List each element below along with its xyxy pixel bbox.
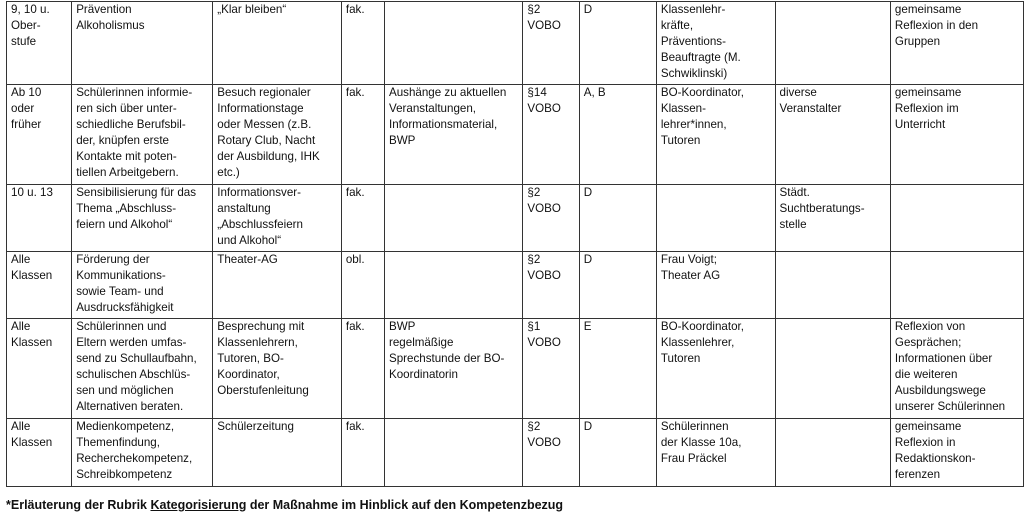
table-row [7, 185, 1024, 252]
grade-cell: 9, 10 u. Ober- stufe [7, 2, 72, 85]
measure-cell: Theater-AG [213, 252, 342, 319]
legal-basis-cell: §2 VOBO [523, 2, 579, 85]
status-cell: obl. [341, 252, 384, 319]
goal-cell: Sensibilisierung für das Thema „Abschluss- feiern und Alkohol“ [72, 185, 213, 252]
category-cell: D [579, 2, 656, 85]
category-cell: A, B [579, 85, 656, 185]
material-cell: Aushänge zu aktuellen Veranstaltungen, Informationsmaterial, BWP [384, 85, 522, 185]
evaluation-cell: gemeinsame Reflexion in Redaktionskon- ferenzen [890, 419, 1023, 487]
evaluation-cell [890, 252, 1023, 319]
grade-cell: Alle Klassen [7, 252, 72, 319]
grade-cell: Ab 10 oder früher [7, 85, 72, 185]
status-cell: fak. [341, 2, 384, 85]
responsible-cell: BO-Koordinator, Klassenlehrer, Tutoren [656, 319, 775, 419]
goal-cell: Schülerinnen und Eltern werden umfas- send zu Schullaufbahn, schulischen Abschlüs- sen und möglichen Alternativen beraten. [72, 319, 213, 419]
material-cell [384, 252, 522, 319]
partner-cell [775, 319, 890, 419]
goal-cell: Medienkompetenz, Themenfindung, Recherchekompetenz, Schreibkompetenz [72, 419, 213, 487]
measure-cell: „Klar bleiben“ [213, 2, 342, 85]
grade-cell: 10 u. 13 [7, 185, 72, 252]
legal-basis-cell: §2 VOBO [523, 185, 579, 252]
responsible-cell: Schülerinnen der Klasse 10a, Frau Präckel [656, 419, 775, 487]
category-cell: E [579, 319, 656, 419]
status-cell: fak. [341, 85, 384, 185]
footnote-text-end: der Maßnahme im Hinblick auf den Kompetenzbezug [246, 498, 564, 512]
measure-cell: Besuch regionaler Informationstage oder Messen (z.B. Rotary Club, Nacht der Ausbildung, IHK etc.) [213, 85, 342, 185]
footnote-text: *Erläuterung der Rubrik [6, 498, 151, 512]
evaluation-cell: gemeinsame Reflexion in den Gruppen [890, 2, 1023, 85]
status-cell: fak. [341, 419, 384, 487]
partner-cell [775, 419, 890, 487]
category-cell: D [579, 185, 656, 252]
legal-basis-cell: §1 VOBO [523, 319, 579, 419]
status-cell: fak. [341, 319, 384, 419]
footnote-underlined-term: Kategorisierung [150, 498, 247, 512]
goal-cell: Prävention Alkoholismus [72, 2, 213, 85]
material-cell [384, 185, 522, 252]
partner-cell [775, 2, 890, 85]
measures-table [6, 1, 1024, 487]
responsible-cell: Frau Voigt; Theater AG [656, 252, 775, 319]
table-row [7, 319, 1024, 419]
grade-cell: Alle Klassen [7, 319, 72, 419]
material-cell: BWP regelmäßige Sprechstunde der BO- Koordinatorin [384, 319, 522, 419]
goal-cell: Schülerinnen informie- ren sich über unter- schiedliche Berufsbil- der, knüpfen erste Kontakte mit poten- tiellen Arbeitgebern. [72, 85, 213, 185]
grade-cell: Alle Klassen [7, 419, 72, 487]
partner-cell [775, 252, 890, 319]
table-row [7, 252, 1024, 319]
evaluation-cell: gemeinsame Reflexion im Unterricht [890, 85, 1023, 185]
table-row [7, 2, 1024, 85]
responsible-cell [656, 185, 775, 252]
responsible-cell: Klassenlehr- kräfte, Präventions- Beauftragte (M. Schwiklinski) [656, 2, 775, 85]
legal-basis-cell: §2 VOBO [523, 419, 579, 487]
status-cell: fak. [341, 185, 384, 252]
measure-cell: Schülerzeitung [213, 419, 342, 487]
category-cell: D [579, 419, 656, 487]
legal-basis-cell: §2 VOBO [523, 252, 579, 319]
responsible-cell: BO-Koordinator, Klassen- lehrer*innen, Tutoren [656, 85, 775, 185]
footnote [6, 498, 563, 512]
table-row [7, 85, 1024, 185]
material-cell [384, 419, 522, 487]
measure-cell: Besprechung mit Klassenlehrern, Tutoren, BO- Koordinator, Oberstufenleitung [213, 319, 342, 419]
evaluation-cell: Reflexion von Gesprächen; Informationen über die weiteren Ausbildungswege unserer Schülerinnen [890, 319, 1023, 419]
table-row [7, 419, 1024, 487]
partner-cell: Städt. Suchtberatungs- stelle [775, 185, 890, 252]
measure-cell: Informationsver- anstaltung „Abschlussfeiern und Alkohol“ [213, 185, 342, 252]
legal-basis-cell: §14 VOBO [523, 85, 579, 185]
partner-cell: diverse Veranstalter [775, 85, 890, 185]
goal-cell: Förderung der Kommunikations- sowie Team- und Ausdrucksfähigkeit [72, 252, 213, 319]
material-cell [384, 2, 522, 85]
evaluation-cell [890, 185, 1023, 252]
category-cell: D [579, 252, 656, 319]
